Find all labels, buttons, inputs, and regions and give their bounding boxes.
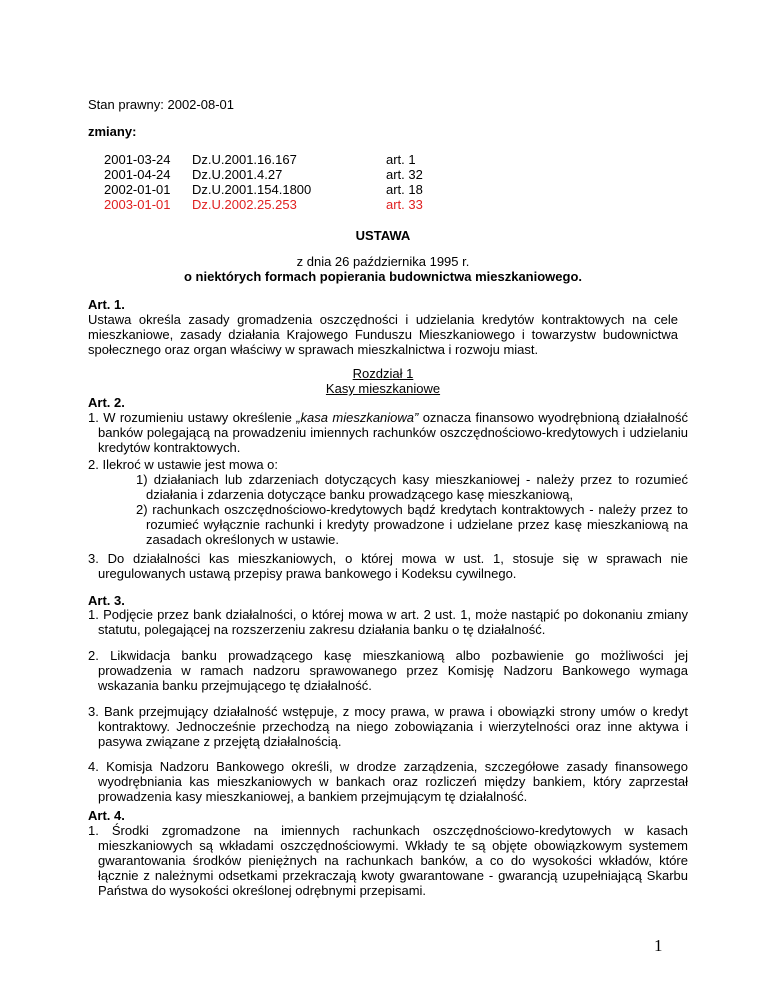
table-row xyxy=(104,152,466,167)
art2-point-2: 2) rachunkach oszczędnościowo-kredytowych bądź kredytach kontraktowych - należy przez to rozumieć wyłącznie rachunki i kredyty prowadzone i udzielane przez kasę mieszkaniową na zasadach określonych w ustawie. xyxy=(136,502,688,547)
art2-point-1: 1) działaniach lub zdarzeniach dotyczących kasy mieszkaniowej - należy przez to rozumieć działania i zdarzenia dotyczące banku prowadzącego kasę mieszkaniową, xyxy=(136,472,688,502)
chapter-number: Rozdział 1 xyxy=(352,366,414,381)
art2-paragraph-3: 3. Do działalności kas mieszkaniowych, o której mowa w ust. 1, stosuje się w sprawach nie uregulowanych ustawą przepisy prawa bankowego i Kodeksu cywilnego. xyxy=(88,551,688,581)
change-source: Dz.U.2001.16.167 xyxy=(192,152,297,167)
art3-paragraph-3: 3. Bank przejmujący działalność wstępuje, z mocy prawa, w prawa i obowiązki strony umów o kredyt kontraktowy. Jednocześnie przechodzą na niego zobowiązania i wierzytelności oraz inne aktywa i pasywa związane z przejętą działalnością. xyxy=(88,704,688,749)
art4-paragraph-1: 1. Środki zgromadzone na imiennych rachunkach oszczędnościowo-kredytowych w kasach mieszkaniowych są wkładami oszczędnościowymi. Wkłady te są objęte obowiązkowym systemem gwarantowania środków pieniężnych na rachunkach banków, a co do wysokości wkładów, które łącznie z należnymi odsetkami przekraczają kwoty gwarantowane - gwarancją uzupełniającą Skarbu Państwa do wysokości określonej odrębnymi przepisami. xyxy=(88,823,688,898)
chapter-title: Kasy mieszkaniowe xyxy=(325,381,441,396)
art2-paragraph-2: 2. Ilekroć w ustawie jest mowa o: xyxy=(88,457,279,472)
defined-term: „kasa mieszkaniowa” xyxy=(296,410,419,425)
legal-status: Stan prawny: 2002-08-01 xyxy=(88,97,234,112)
change-source: Dz.U.2002.25.253 xyxy=(192,197,297,212)
table-row xyxy=(104,197,466,212)
changes-table xyxy=(104,152,466,212)
art2-heading: Art. 2. xyxy=(88,395,125,410)
change-date: 2001-04-24 xyxy=(104,167,171,182)
art3-heading: Art. 3. xyxy=(88,593,125,608)
art2-p1-text: 1. W rozumieniu ustawy określenie xyxy=(88,410,297,425)
table-row xyxy=(104,167,466,182)
art4-heading: Art. 4. xyxy=(88,808,125,823)
art2-p1-text-cont: oznacza finansowo wyodrębnioną działalność banków polegającą na prowadzeniu imiennych rachunków oszczędnościowo-kredytowych i udzielaniu kredytów kontraktowych. xyxy=(98,410,688,455)
art1-text: Ustawa określa zasady gromadzenia oszczędności i udzielania kredytów kontraktowych na cele mieszkaniowe, zasady działania Krajowego Funduszu Mieszkaniowego i towarzystw budownictwa społecznego oraz organ właściwy w sprawach mieszkalnictwa i rozwoju miast. xyxy=(88,312,678,357)
change-date: 2003-01-01 xyxy=(104,197,171,212)
table-row xyxy=(104,182,466,197)
change-source: Dz.U.2001.154.1800 xyxy=(192,182,312,197)
art2-paragraph-1 xyxy=(88,410,688,455)
change-article: art. 32 xyxy=(386,167,423,182)
change-date: 2001-03-24 xyxy=(104,152,171,167)
art3-paragraph-2: 2. Likwidacja banku prowadzącego kasę mieszkaniową albo pozbawienie go możliwości jej prowadzenia w ramach nadzoru sprawowanego przez Komisję Nadzoru Bankowego wymaga wskazania banku przejmującego tę działalność. xyxy=(88,648,688,693)
art1-heading: Art. 1. xyxy=(88,297,125,312)
page-number: 1 xyxy=(654,936,663,955)
act-date: z dnia 26 października 1995 r. xyxy=(296,254,470,269)
act-title: USTAWA xyxy=(355,228,411,243)
change-source: Dz.U.2001.4.27 xyxy=(192,167,283,182)
art3-paragraph-4: 4. Komisja Nadzoru Bankowego określi, w drodze zarządzenia, szczegółowe zasady finansowego wyodrębniania kas mieszkaniowych w bankach oraz rozliczeń między bankiem, który zaprzestał prowadzenia kasy mieszkaniowej, a bankiem przejmującym tę działalność. xyxy=(88,759,688,804)
art3-paragraph-1: 1. Podjęcie przez bank działalności, o której mowa w art. 2 ust. 1, może nastąpić po dokonaniu zmiany statutu, polegającej na rozszerzeniu zakresu działania banku o tę działalność. xyxy=(88,607,688,637)
change-date: 2002-01-01 xyxy=(104,182,171,197)
changes-label: zmiany: xyxy=(88,124,137,139)
change-article: art. 1 xyxy=(386,152,416,167)
change-article: art. 18 xyxy=(386,182,423,197)
change-article: art. 33 xyxy=(386,197,423,212)
act-subject: o niektórych formach popierania budownictwa mieszkaniowego. xyxy=(183,269,583,284)
